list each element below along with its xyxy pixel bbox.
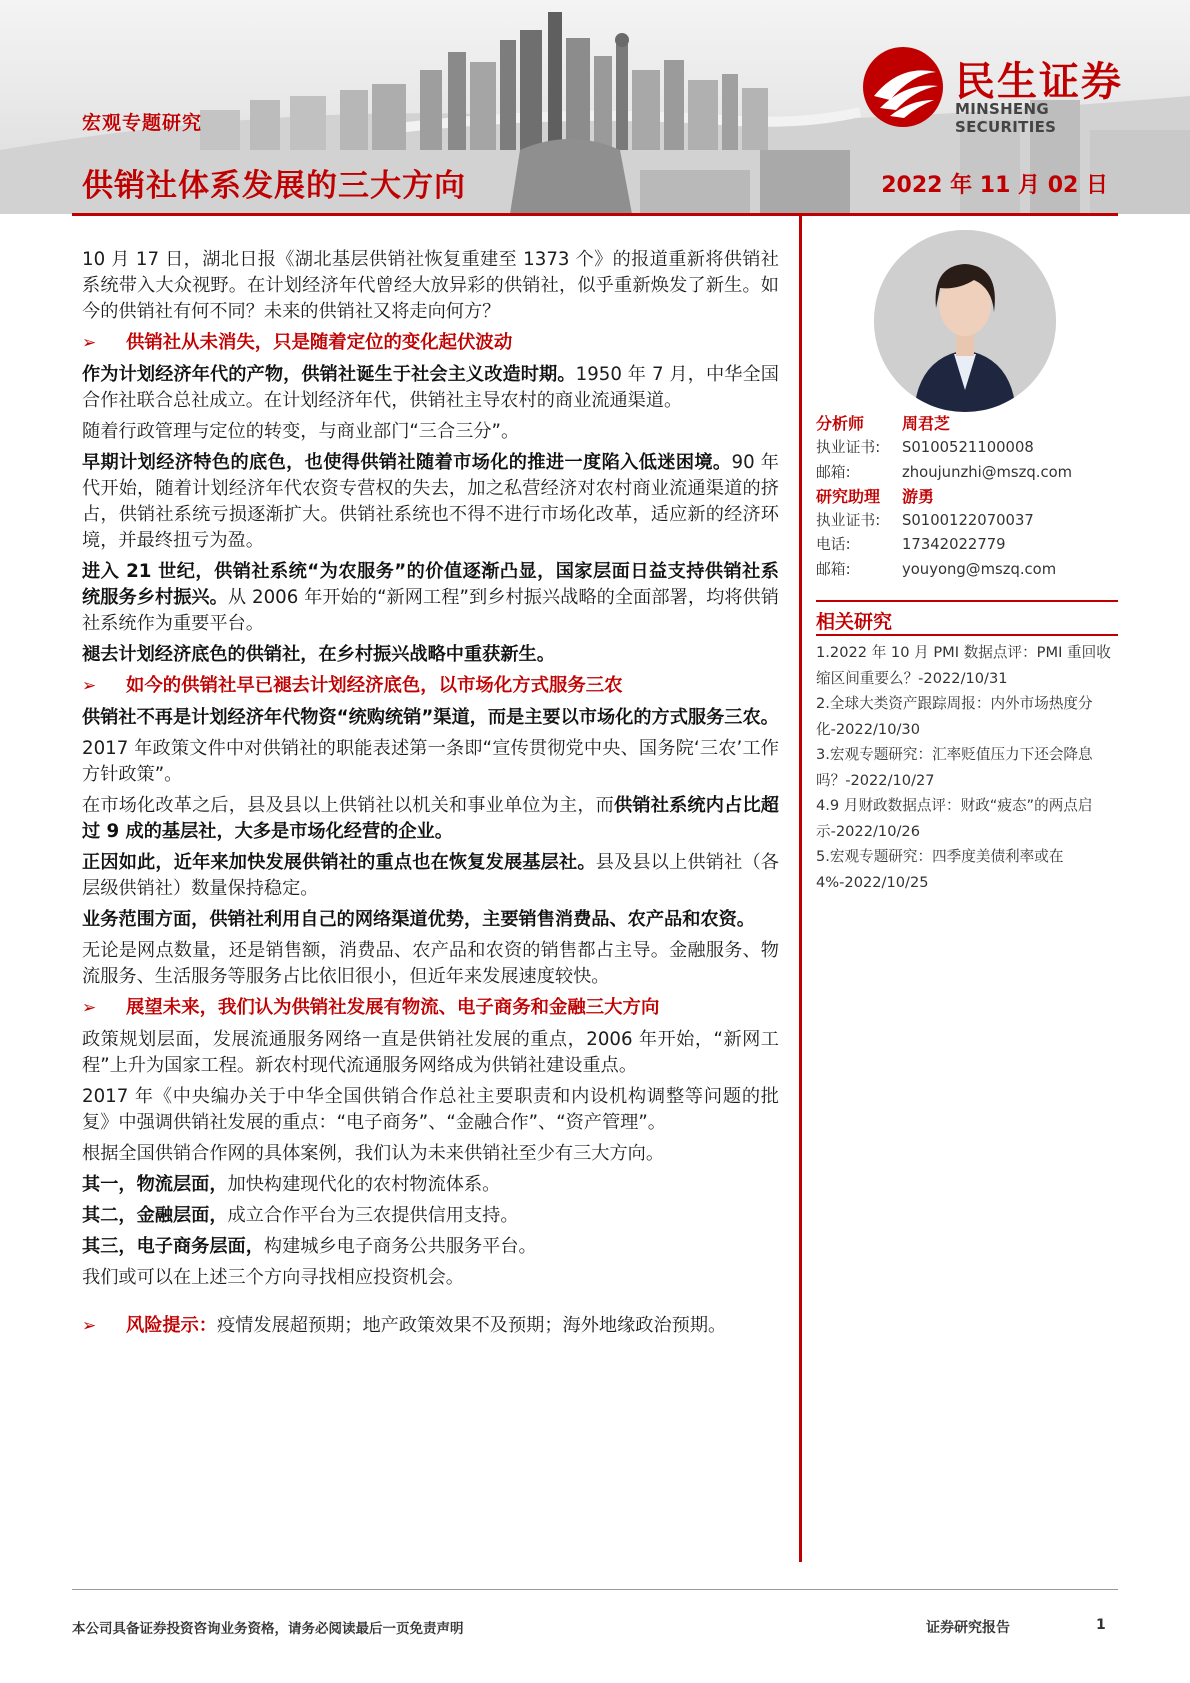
related-research-item[interactable]: 5.宏观专题研究：四季度美债利率或在 4%-2022/10/25 (816, 848, 1064, 891)
direction-item: 其三，电子商务层面，构建城乡电子商务公共服务平台。 (82, 1236, 537, 1257)
assistant-role-row: 研究助理 游勇 (816, 485, 1116, 509)
analyst-portrait-image (874, 230, 1056, 412)
sidebar-rule-bottom (816, 634, 1118, 636)
section-heading-1 (82, 330, 779, 356)
paragraph: 2017 年政策文件中对供销社的职能表述第一条即“宣传贯彻党中央、国务院‘三农’工作方针政策”。 (82, 738, 779, 785)
related-research-item[interactable]: 1.2022 年 10 月 PMI 数据点评：PMI 重回收缩区间重要么？-2022/10/31 (816, 644, 1111, 687)
analyst-photo (874, 230, 1056, 412)
paragraph: 进入 21 世纪，供销社系统“为农服务”的价值逐渐凸显，国家层面日益支持供销社系统服务乡村振兴。从 2006 年开始的“新网工程”到乡村振兴战略的全面部署，均将供销社系统作为重要平台。 (82, 561, 779, 634)
paragraph: 随着行政管理与定位的转变，与商业部门“三合三分”。 (82, 421, 520, 442)
paragraph: 早期计划经济特色的底色，也使得供销社随着市场化的推进一度陷入低迷困境。90 年代开始，随着计划经济年代农资专营权的失去，加之私营经济对农村商业流通渠道的挤占，供销社系统亏损逐渐扩大。供销社系统也不得不进行市场化改革，适应新的经济环境，并最终扭亏为盈。 (82, 452, 779, 551)
paragraph: 业务范围方面，供销社利用自己的网络渠道优势，主要销售消费品、农产品和农资。 (82, 909, 755, 930)
section-heading-2 (82, 673, 779, 699)
section-heading-text: 供销社从未消失，只是随着定位的变化起伏波动 (126, 332, 513, 353)
related-research-title: 相关研究 (816, 611, 893, 633)
bullet-arrow-icon: ➢ (82, 676, 97, 696)
risk-label: 风险提示： (126, 1315, 217, 1336)
related-research-item[interactable]: 3.宏观专题研究：汇率贬值压力下还会降息吗？-2022/10/27 (816, 746, 1093, 789)
paragraph: 褪去计划经济底色的供销社，在乡村振兴战略中重获新生。 (82, 644, 555, 665)
page-number: 1 (1096, 1617, 1106, 1633)
section-heading-3 (82, 995, 779, 1021)
footer-disclaimer: 本公司具备证券投资咨询业务资格，请务必阅读最后一页免责声明 (72, 1621, 464, 1637)
assistant-phone-row: 电话: 17342022779 (816, 536, 1006, 554)
minsheng-logo-icon (860, 44, 946, 130)
paragraph: 供销社不再是计划经济年代物资“统购统销”渠道，而是主要以市场化的方式服务三农。 (82, 707, 779, 728)
paragraph: 作为计划经济年代的产物，供销社诞生于社会主义改造时期。1950 年 7 月，中华全国合作社联合总社成立。在计划经济年代，供销社主导农村的商业流通渠道。 (82, 364, 779, 411)
sidebar-rule-top (816, 600, 1118, 602)
main-content (82, 247, 779, 1339)
paragraph: 在市场化改革之后，县及县以上供销社以机关和事业单位为主，而供销社系统内占比超过 9 成的基层社，大多是市场化经营的企业。 (82, 795, 779, 842)
logo-text-en: MINSHENG SECURITIES (955, 100, 1057, 136)
footer-rule (72, 1589, 1118, 1590)
footer-doc-type: 证券研究报告 (926, 1620, 1010, 1636)
assistant-name: 游勇 (902, 486, 935, 506)
paragraph: 我们或可以在上述三个方向寻找相应投资机会。 (82, 1267, 464, 1288)
paragraph: 根据全国供销合作网的具体案例，我们认为未来供销社至少有三大方向。 (82, 1143, 665, 1164)
analyst-info (816, 412, 1116, 582)
section-heading-text: 展望未来，我们认为供销社发展有物流、电子商务和金融三大方向 (126, 997, 660, 1018)
related-research-item[interactable]: 4.9 月财政数据点评：财政“疲态”的两点启示-2022/10/26 (816, 797, 1093, 840)
paragraph: 政策规划层面，发展流通服务网络一直是供销社发展的重点，2006 年开始，“新网工程”上升为国家工程。新农村现代流通服务网络成为供销社建设重点。 (82, 1029, 779, 1076)
paragraph: 2017 年《中央编办关于中华全国供销合作总社主要职责和内设机构调整等问题的批复》中强调供销社发展的重点：“电子商务”、“金融合作”、“资产管理”。 (82, 1086, 779, 1133)
analyst-email-link[interactable]: zhoujunzhi@mszq.com (902, 463, 1073, 481)
analyst-cert-row: 执业证书: S0100521100008 (816, 439, 1034, 457)
report-date: 2022 年 11 月 02 日 (881, 173, 1108, 198)
paragraph: 正因如此，近年来加快发展供销社的重点也在恢复发展基层社。县及县以上供销社（各层级供销社）数量保持稳定。 (82, 852, 779, 899)
bullet-arrow-icon: ➢ (82, 1316, 97, 1336)
column-divider (799, 216, 802, 1562)
header-rule (72, 213, 1118, 216)
report-title: 供销社体系发展的三大方向 (82, 168, 466, 204)
report-category: 宏观专题研究 (82, 112, 203, 134)
assistant-email-link[interactable]: youyong@mszq.com (902, 560, 1057, 578)
bullet-arrow-icon: ➢ (82, 998, 97, 1018)
section-heading-text: 如今的供销社早已褪去计划经济底色，以市场化方式服务三农 (126, 675, 623, 696)
logo-text-cn: 民生证券 (955, 59, 1123, 105)
assistant-cert-row: 执业证书: S0100122070037 (816, 512, 1034, 530)
related-research-item[interactable]: 2.全球大类资产跟踪周报：内外市场热度分化-2022/10/30 (816, 695, 1093, 738)
analyst-role-row: 分析师 周君芝 (816, 412, 1116, 436)
analyst-name: 周君芝 (902, 414, 951, 433)
risk-text: 疫情发展超预期；地产政策效果不及预期；海外地缘政治预期。 (216, 1315, 727, 1336)
analyst-email-row: 邮箱: zhoujunzhi@mszq.com (816, 461, 1116, 485)
assistant-email-row: 邮箱: youyong@mszq.com (816, 558, 1116, 582)
paragraph: 无论是网点数量，还是销售额，消费品、农产品和农资的销售都占主导。金融服务、物流服务、生活服务等服务占比依旧很小，但近年来发展速度较快。 (82, 940, 779, 987)
company-logo (860, 44, 1150, 136)
direction-item: 其二，金融层面，成立合作平台为三农提供信用支持。 (82, 1205, 519, 1226)
intro-paragraph: 10 月 17 日，湖北日报《湖北基层供销社恢复重建至 1373 个》的报道重新将供销社系统带入大众视野。在计划经济年代曾经大放异彩的供销社，似乎重新焕发了新生。如今的供销社有何不同？未来的供销社又将走向何方？ (82, 249, 779, 322)
related-research-list (816, 640, 1116, 895)
direction-item: 其一，物流层面，加快构建现代化的农村物流体系。 (82, 1174, 501, 1195)
risk-warning (82, 1313, 779, 1339)
bullet-arrow-icon: ➢ (82, 333, 97, 353)
header-banner (0, 0, 1190, 214)
